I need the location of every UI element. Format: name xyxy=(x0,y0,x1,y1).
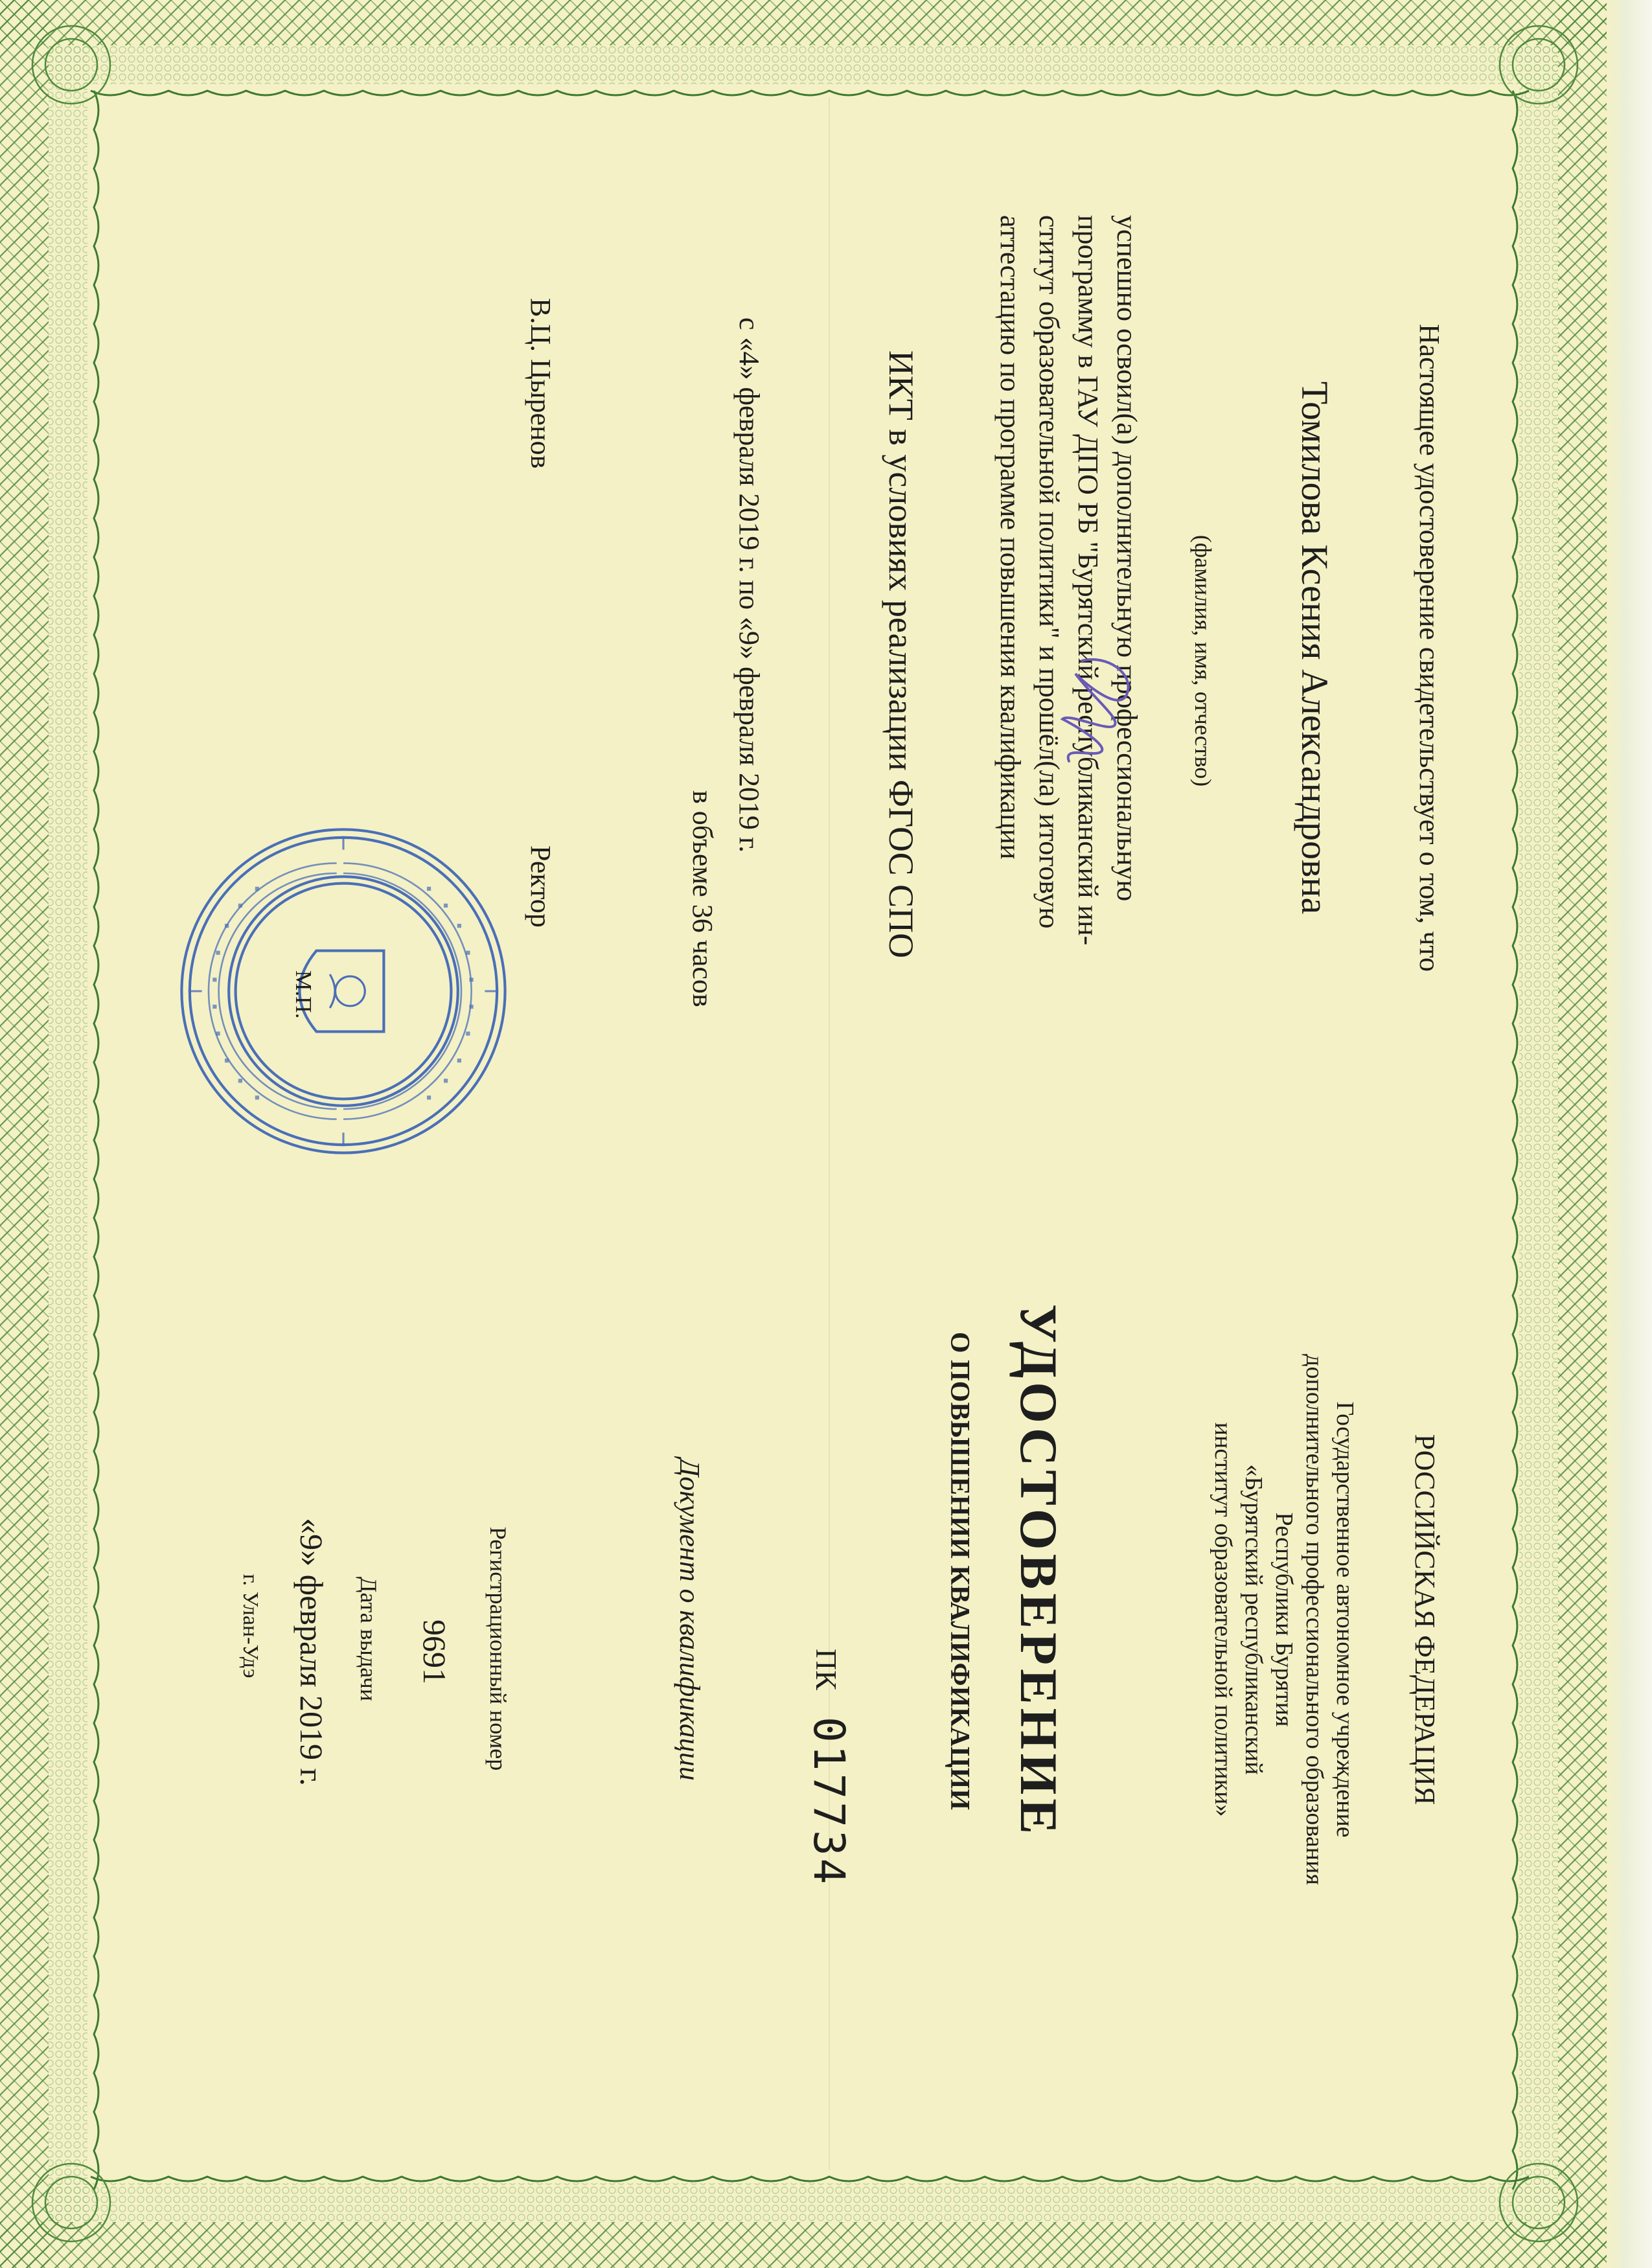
institution-line-4: «Бурятский республиканский xyxy=(1240,1464,1267,1775)
institution-line-3: Республики Бурятия xyxy=(1270,1512,1298,1727)
name-caption: (фамилия, имя, отчество) xyxy=(1190,534,1216,787)
body-line-4: аттестацию по программе повышения квалификации xyxy=(994,215,1026,860)
registration-label: Регистрационный номер xyxy=(485,1526,511,1771)
program-title: ИКТ в условиях реализации ФГОС СПО xyxy=(882,350,921,959)
country-name: РОССИЙСКАЯ ФЕДЕРАЦИЯ xyxy=(1409,1434,1441,1805)
institution-line-5: институт образовательной политики» xyxy=(1210,1422,1237,1817)
body-line-1: успешно освоил(а) дополнительную профессиональную xyxy=(1111,215,1143,902)
training-volume: в объеме 36 часов xyxy=(687,790,718,1007)
body-line-2: программу в ГАУ ДПО РБ "Бурятский республиканский ин- xyxy=(1072,215,1104,946)
issue-date-label: Дата выдачи xyxy=(356,1576,382,1702)
certificate-intro: Настоящее удостоверение свидетельствует о том, что xyxy=(1414,323,1445,972)
document-number: 017734 xyxy=(804,1717,854,1887)
holder-full-name: Томилова Ксения Александровна xyxy=(1294,381,1336,915)
institution-line-2: дополнительного профессионального образования xyxy=(1301,1354,1328,1885)
city-name: г. Улан-Удэ xyxy=(238,1574,262,1678)
signer-name: В.Ц. Цыренов xyxy=(525,298,556,469)
institution-line-1: Государственное автономное учреждение xyxy=(1331,1401,1359,1838)
stamp-label: М.П. xyxy=(291,970,317,1019)
body-line-3: ститут образовательной политики" и прошёл(ла) итоговую xyxy=(1033,215,1065,929)
registration-number: 9691 xyxy=(417,1620,453,1684)
document-title: УДОСТОВЕРЕНИЕ xyxy=(1009,1303,1068,1838)
document-subtitle: О ПОВЫШЕНИИ КВАЛИФИКАЦИИ xyxy=(945,1331,974,1811)
document-type: Документ о квалификации xyxy=(674,1458,706,1781)
signer-role: Ректор xyxy=(525,845,556,928)
issue-date: «9» февраля 2019 г. xyxy=(293,1518,330,1786)
official-seal xyxy=(175,823,512,1160)
rector-signature xyxy=(1043,648,1147,777)
series-code: ПК xyxy=(810,1649,843,1690)
training-period: с «4» февраля 2019 г. по «9» февраля 2019 г. xyxy=(733,317,765,853)
